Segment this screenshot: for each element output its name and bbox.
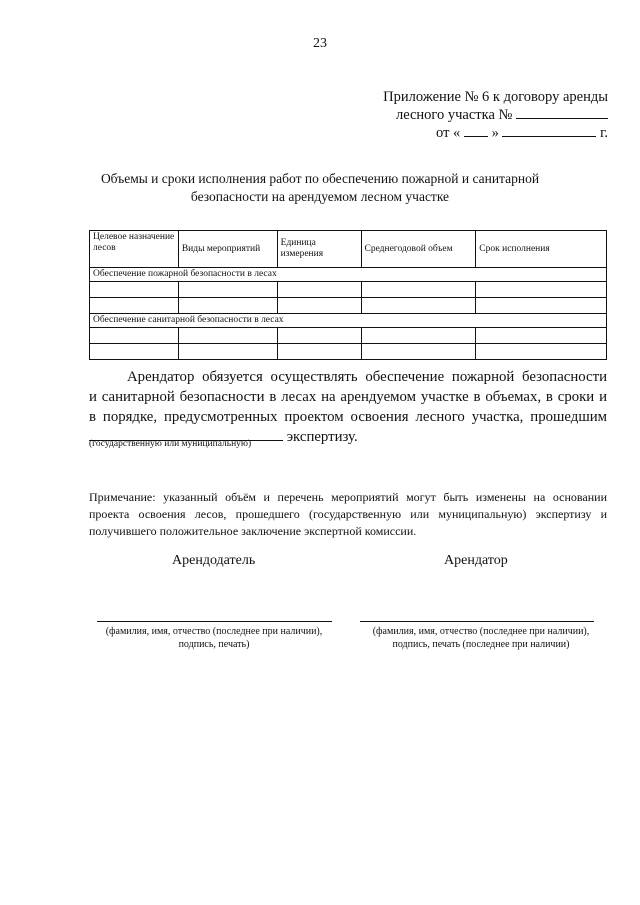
- contract-number-blank: [516, 106, 608, 119]
- works-table: [89, 230, 607, 360]
- table-section-row: [90, 314, 607, 328]
- expertise-caption: (государственную или муниципальную): [89, 439, 252, 449]
- table-row: [90, 328, 607, 344]
- note-paragraph: Примечание: указанный объём и перечень мероприятий могут быть изменены на основании проекта освоения лесов, прошедшего (государственную или муниципальную) экспертизу и получившего положительное заключение экспертной комиссии.: [89, 490, 607, 538]
- table-row: [90, 282, 607, 298]
- section-sanitary-safety: Обеспечение санитарной безопасности в лесах: [90, 314, 607, 328]
- header-purpose: Целевое назначение лесов: [90, 231, 179, 268]
- table-header-row: [90, 231, 607, 268]
- table-row: [90, 344, 607, 360]
- table-row: [90, 298, 607, 314]
- header-annual-volume: Среднегодовой объем: [361, 231, 476, 268]
- lessee-signature-line: [360, 621, 594, 622]
- document-title: Объемы и сроки исполнения работ по обеспечению пожарной и санитарной безопасности на арендуемом лесном участке: [100, 171, 540, 204]
- appendix-line-3: от « » г.: [436, 125, 608, 141]
- appendix-line-2: лесного участка №: [383, 106, 608, 124]
- page-number: 23: [313, 36, 327, 51]
- header-deadline: Срок исполнения: [476, 231, 607, 268]
- lessor-signature-line: [97, 621, 332, 622]
- table-section-row: [90, 268, 607, 282]
- header-activities: Виды мероприятий: [178, 231, 277, 268]
- day-blank: [464, 124, 488, 137]
- obligation-paragraph: Арендатор обязуется осуществлять обеспечение пожарной безопасности и санитарной безопасности в лесах на арендуемом участке в объемах, в сроки и в порядке, предусмотренных проектом освоения лесного участка, прошедшим экспертизу.: [89, 369, 607, 445]
- appendix-header: [383, 88, 608, 142]
- lessor-signature-caption: (фамилия, имя, отчество (последнее при наличии), подпись, печать): [105, 626, 323, 650]
- section-fire-safety: Обеспечение пожарной безопасности в лесах: [90, 268, 607, 282]
- appendix-line-1: Приложение № 6 к договору аренды: [383, 89, 608, 105]
- month-year-blank: [502, 124, 596, 137]
- lessee-title: Арендатор: [444, 553, 508, 568]
- lessee-signature-caption: (фамилия, имя, отчество (последнее при наличии), подпись, печать (последнее при наличии): [372, 626, 590, 650]
- header-unit: Единица измерения: [277, 231, 361, 268]
- lessor-title: Арендодатель: [172, 553, 256, 568]
